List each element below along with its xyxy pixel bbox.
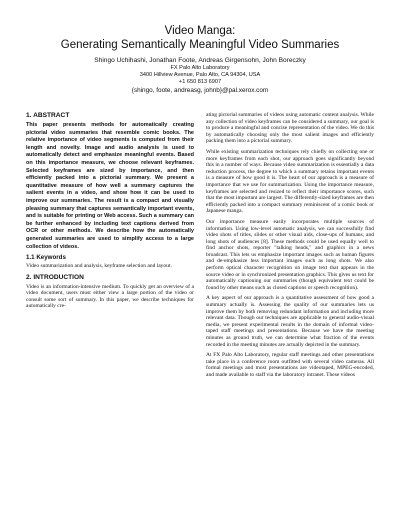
keywords-text: Video summarization and analysis, keyframe selection and layout. — [26, 263, 172, 270]
introduction-text: Video is an information-intensive medium. To quickly get an overview of a video document, users must either view a large portion of the video or consult some sort of summary. In this paper, we describe techniques for automatically cre- — [26, 283, 194, 310]
affiliation-phone: +1 650 813 6907 — [178, 79, 222, 86]
author-list: Shingo Uchihashi, Jonathan Foote, Andreas Girgensohn, John Boreczky — [94, 57, 306, 64]
paragraph-3: Our importance measure easily incorporates multiple sources of information. Using low-level automatic analysis, we can successfully find video shots of titles, slides or other visual aids, close-ups of humans, and long shots of audiences [8]. These methods could be used equally well to find anchor shots, reporter "talking heads," and graphics in a news broadcast. This lets us emphasize important images such as human figures and de-emphasize less important images such as long shots. We also perform optical character recognition on image text that appears in the source video or in synchronized presentation graphics. This gives us text for automatically captioning our summaries (though equivalent text could be found by other means such as closed captions or speech recognition). — [206, 218, 374, 291]
paragraph-1: ating pictorial summaries of videos using automatic content analysis. While any collection of video keyframes can be considered a summary, our goal is to produce a meaningful and concise representation of the video. We do this by automatically choosing only the most salient images and efficiently packing them into a pictorial summary. — [206, 112, 374, 145]
body-columns — [26, 112, 374, 518]
paragraph-2: While existing summarization techniques rely chiefly on collecting one or more keyframes from each shot, our approach goes significantly beyond this in a number of ways. Because video summarization is essentially a data reduction process, the degree to which a summary retains important events is a measure of how good it is. The heart of our approach is a measure of importance that we use for summarization. Using the importance measure, keyframes are selected and resized to reflect their importance scores, such that the most important are largest. The differently-sized keyframes are then efficiently packed into a compact summary reminiscent of a comic book or Japanese manga. — [206, 148, 374, 215]
paragraph-4: A key aspect of our approach is a quantitative assessment of how good a summary actually is. Assessing the quality of our summaries lets us improve them by both removing redundant information and including more relevant data. Though our techniques are applicable to general audio-visual media, we present experimental results in the domain of informal video-taped staff meetings and presentations. Because we have the meeting minutes as ground truth, we can determine what fraction of the events recorded in the meeting minutes are actually depicted in the summary. — [206, 295, 374, 348]
introduction-heading: 2. INTRODUCTION — [26, 273, 84, 281]
left-column — [26, 112, 194, 518]
right-column — [206, 112, 374, 518]
abstract-heading: 1. ABSTRACT — [26, 112, 70, 119]
keywords-heading: 1.1 Keywords — [26, 254, 66, 262]
affiliation-org: FX Palo Alto Laboratory — [170, 65, 230, 72]
abstract-text: This paper presents methods for automatically creating pictorial video summaries that resemble comic books. The relative importance of video segments is computed from their length and novelty. Image and audio analysis is used to automatically detect and emphasize meaningful events. Based on this importance measure, we choose relevant keyframes. Selected keyframes are sized by importance, and then efficiently packed into a pictorial summary. We present a quantitative measure of how well a summary captures the salient events in a video, and show how it can be used to improve our summaries. The result is a compact and visually pleasing summary that captures semantically important events, and is suitable for printing or Web access. Such a summary can be further enhanced by including text captions derived from OCR or other methods. We describe how the automatically generated summaries are used to simplify access to a large collection of videos. — [26, 122, 194, 250]
author-emails: {shingo, foote, andreasg, johnb}@pal.xerox.com — [131, 87, 269, 95]
title-line-2: Generating Semantically Meaningful Video Summaries — [60, 39, 340, 51]
paragraph-5: At FX Palo Alto Laboratory, regular staff meetings and other presentations take place in a conference room outfitted with several video cameras. All formal meetings and most presentations are videotaped, MPEG-encoded, and made available to staff via the laboratory intranet. These videos — [206, 352, 374, 378]
affiliation-address: 3400 Hillview Avenue, Palo Alto, CA 94304, USA — [139, 72, 261, 79]
paper-header — [26, 24, 374, 95]
paper-title — [26, 24, 374, 52]
title-line-1: Video Manga: — [164, 25, 236, 37]
